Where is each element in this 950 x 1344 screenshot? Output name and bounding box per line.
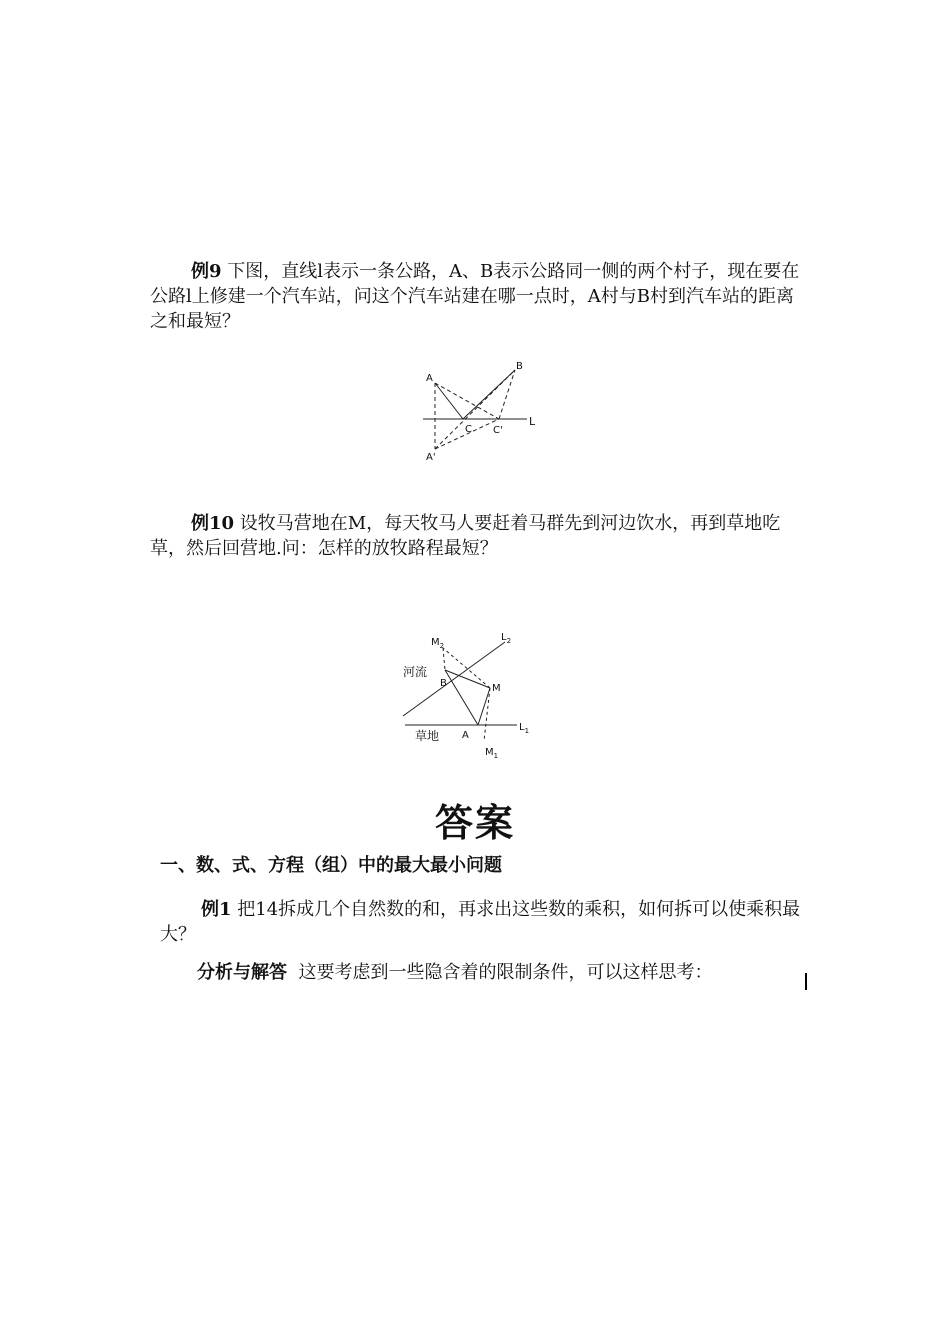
segment-a-b	[435, 383, 463, 419]
example-9-label: 例9	[191, 261, 222, 282]
label-grass: 草地	[415, 729, 440, 743]
section-heading: 一、数、式、方程（组）中的最大最小问题	[160, 855, 502, 876]
label-river: 河流	[403, 665, 428, 679]
example-10-label: 例10	[191, 513, 235, 534]
label-a-bottom: A'	[426, 452, 436, 463]
label-l1: $L_1$	[519, 722, 530, 735]
example-10-text: 设牧马营地在M，每天牧马人要赶着马群先到河边饮水，再到草地吃草，然后回营地.问：怎样的放牧路程最短？	[150, 513, 781, 559]
text-cursor	[805, 973, 807, 990]
analysis-label: 分析与解答	[197, 962, 287, 983]
label-c: C	[465, 424, 472, 435]
figure-herding-route	[395, 628, 545, 763]
label-m2: $M_2$	[431, 637, 445, 650]
analysis-text: 这要考虑到一些隐含着的限制条件，可以这样思考：	[298, 962, 713, 983]
example-1-label: 例1	[201, 899, 232, 920]
label-c-prime: C'	[493, 425, 503, 436]
analysis-paragraph	[160, 960, 810, 985]
path-m-b	[445, 670, 490, 688]
label-l: L	[529, 415, 536, 428]
answer-title: 答案	[434, 800, 515, 845]
path-m2-b	[443, 648, 445, 670]
label-a-top: A	[426, 373, 433, 384]
label-m1: $M_1$	[485, 747, 499, 760]
example-10-paragraph	[150, 511, 810, 561]
example-1-paragraph	[160, 897, 810, 947]
label-b: B	[516, 361, 523, 372]
label-a: A	[462, 730, 469, 741]
example-1-text: 把14拆成几个自然数的和，再求出这些数的乘积，如何拆可以使乘积最大？	[160, 899, 801, 945]
example-9-text: 下图，直线l表示一条公路，A、B表示公路同一侧的两个村子，现在要在公路l上修建一个汽车站，问这个汽车站建在哪一点时，A村与B村到汽车站的距离之和最短？	[150, 261, 800, 332]
example-9-paragraph	[150, 259, 810, 334]
river-line-l2	[403, 642, 505, 716]
label-b: B	[440, 678, 447, 689]
segment-a-cprime	[435, 383, 499, 419]
label-m: M	[492, 683, 501, 694]
path-b-a	[445, 670, 478, 725]
figure-shortest-path-road	[415, 355, 545, 470]
label-l2: $L_2$	[501, 632, 512, 645]
